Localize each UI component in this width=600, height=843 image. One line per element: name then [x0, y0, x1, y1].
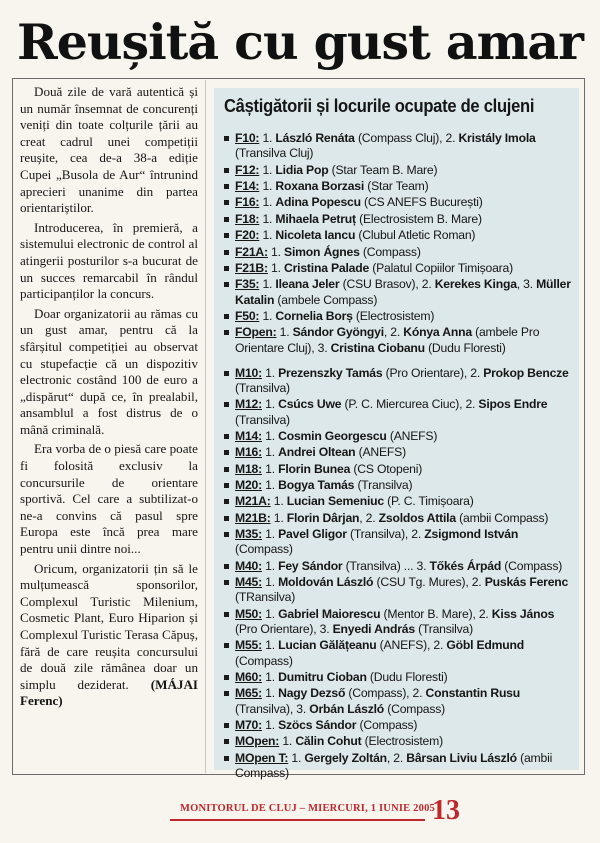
winners-list-item: [224, 607, 571, 637]
winner-name: Lucian Semeniuc: [286, 494, 384, 509]
winners-list-item: [224, 429, 571, 444]
winners-list-item: [224, 163, 571, 178]
winner-name: Pavel Gligor: [278, 527, 347, 542]
winner-name: Sipos Endre: [478, 397, 548, 412]
category-label: M21A:: [235, 494, 271, 509]
category-results: 1. Csúcs Uwe (P. C. Miercurea Ciuc), 2. Sipos Endre (Transilva): [235, 397, 548, 427]
category-results: 1. Lucian Gălățeanu (ANEFS), 2. Göbl Edmund (Compass): [235, 638, 525, 668]
winner-name: Gergely Zoltán: [304, 750, 387, 765]
winners-list-item: [224, 212, 571, 227]
winner-name: Prezenszky Tamás: [278, 365, 383, 380]
category-results: 1. Florin Dârjan, 2. Zsoldos Attila (ambii Compass): [270, 510, 549, 525]
category-results: 1. Moldován László (CSU Tg. Mures), 2. Puskás Ferenc (TRansilva): [235, 575, 569, 605]
winners-list-item: [224, 559, 571, 574]
category-label: M60:: [235, 670, 262, 685]
category-label: M21B:: [235, 510, 271, 525]
winners-list-item: [224, 718, 571, 733]
winner-name: Dumitru Cioban: [278, 670, 367, 685]
category-results: 1. Sándor Gyöngyi, 2. Kónya Anna (ambele Pro Orientare Cluj), 3. Cristina Ciobanu (Dudu Floresti): [235, 325, 540, 355]
winners-list-item: [224, 245, 571, 260]
winner-name: Nicoleta Iancu: [275, 228, 356, 243]
winner-name: Tőkés Árpád: [429, 558, 502, 573]
winner-name: Constantin Rusu: [425, 686, 521, 701]
winners-list-item: [224, 131, 571, 161]
category-label: MOpen T:: [235, 750, 289, 765]
article-paragraph: Doar organizatorii au rămas cu un gust amar, pentru că la sfârșitul competiției au observat cu stupefacție că un dispozitiv electronic costând 100 de euro a „dispărut“ după ce, în prealabil, ansamblul a fost distrus de o mână criminală.: [20, 305, 198, 437]
category-results: 1. Cristina Palade (Palatul Copiilor Timișoara): [267, 260, 513, 275]
article-paragraph: Era vorba de o piesă care poate fi folosită exclusiv la concursurile de orientare sportivă. Cel care a subtilizat-o ne-a convins că pasul spre Europa este încă prea mare pentru unii dintre noi...: [20, 441, 198, 557]
winners-list-item: [224, 261, 571, 276]
winner-name: Kerekes Kinga: [434, 277, 517, 292]
winners-list-item: [224, 494, 571, 509]
winner-name: Orbán László: [309, 701, 385, 716]
winners-box: [214, 88, 579, 780]
winner-name: Cornelia Borș: [275, 308, 353, 323]
category-results: 1. Ileana Jeler (CSU Brasov), 2. Kerekes Kinga, 3. Müller Katalin (ambele Compass): [235, 277, 571, 307]
winner-name: Moldován László: [278, 575, 374, 590]
category-results: 1. Dumitru Cioban (Dudu Floresti): [261, 670, 448, 685]
winners-list-item: [224, 575, 571, 605]
category-label: F14:: [235, 178, 260, 193]
category-results: 1. Adina Popescu (CS ANEFS București): [259, 195, 483, 210]
article-author: (MÁJAI Ferenc): [20, 676, 198, 709]
winners-list-item: [224, 397, 571, 427]
article-paragraph: [20, 561, 198, 710]
winner-name: Bogya Tamás: [278, 478, 355, 493]
winner-name: Lidia Pop: [275, 162, 329, 177]
winner-name: Zsoldos Attila: [378, 510, 456, 525]
winner-name: Cosmin Georgescu: [278, 428, 387, 443]
winner-name: Müller Katalin: [235, 277, 571, 307]
category-results: 1. Andrei Oltean (ANEFS): [261, 445, 406, 460]
winner-name: Zsigmond István: [424, 527, 519, 542]
winners-list-item: [224, 277, 571, 307]
category-label: M20:: [235, 478, 262, 493]
winners-list-item: [224, 462, 571, 477]
winner-name: Prokop Bencze: [483, 365, 569, 380]
category-results: 1. Szöcs Sándor (Compass): [261, 718, 418, 732]
category-results: 1. Florin Bunea (CS Otopeni): [261, 461, 423, 476]
category-results: 1. Cornelia Borș (Electrosistem): [259, 308, 435, 323]
page-number: 13: [432, 795, 460, 826]
category-label: M12:: [235, 397, 262, 412]
category-results: 1. Gabriel Maiorescu (Mentor B. Mare), 2. Kiss János (Pro Orientare), 3. Enyedi András (Transilva): [235, 606, 555, 637]
category-label: F21A:: [235, 244, 268, 259]
winner-name: Kónya Anna: [403, 325, 472, 340]
category-label: M35:: [235, 527, 262, 542]
category-results: 1. Roxana Borzasi (Star Team): [259, 178, 429, 193]
winner-name: Szöcs Sándor: [278, 718, 357, 732]
winner-name: Roxana Borzasi: [275, 178, 365, 193]
category-label: F50:: [235, 308, 260, 323]
category-label: M10:: [235, 365, 262, 380]
category-label: F10:: [235, 131, 260, 145]
category-label: F35:: [235, 277, 260, 292]
winner-name: Andrei Oltean: [278, 445, 356, 460]
winner-name: Sándor Gyöngyi: [292, 325, 384, 340]
winner-name: Adina Popescu: [275, 195, 361, 210]
footer-publication: MONITORUL DE CLUJ – MIERCURI, 1 IUNIE 2005: [180, 803, 435, 814]
winner-name: Mihaela Petruț: [275, 211, 356, 226]
winners-list-item: [224, 228, 571, 243]
article-paragraph: Introducerea, în premieră, a sistemului electronic de control al atingerii posturilor s-a bucurat de un succes remarcabil în rândul participanților la concurs.: [20, 219, 198, 302]
winner-name: Călin Cohut: [295, 734, 362, 749]
category-results: 1. Mihaela Petruț (Electrosistem B. Mare): [259, 211, 482, 226]
winner-name: Lucian Gălățeanu: [278, 638, 377, 653]
footer-rule: [170, 819, 425, 821]
category-results: 1. Nagy Dezső (Compass), 2. Constantin Rusu (Transilva), 3. Orbán László (Compass): [235, 686, 521, 716]
article-paragraph: Două zile de vară autentică și un număr însemnat de concurenți veniți din toate colțurile țării au creat cadrul unei competiții reușite, cea de-a 38-a ediție Cupei „Busola de Aur“ întrunind aprecieri unanime din partea orientariștilor.: [20, 84, 198, 216]
winner-name: Florin Dârjan: [286, 510, 360, 525]
category-results: 1. Simon Ágnes (Compass): [267, 244, 421, 259]
article-paragraph-text: Oricum, organizatorii țin să le mulțumească sponsorilor, Complexul Turistic Milenium, Cosmetic Plant, Euro Hiparion și Complexul Turistic Terasa Căpuș, fără de care reușita concursului de două zile rămânea doar un simplu deziderat.: [20, 560, 198, 692]
winners-list-item: [224, 478, 571, 493]
article-body: [20, 84, 198, 713]
winners-list-item: [224, 734, 571, 749]
winner-name: Cristina Ciobanu: [330, 340, 425, 355]
headline: Reușită cu gust amar: [16, 13, 583, 71]
category-label: M16:: [235, 445, 262, 460]
winners-list-item: [224, 366, 571, 396]
winner-name: Simon Ágnes: [284, 244, 360, 259]
category-results: 1. Cosmin Georgescu (ANEFS): [261, 428, 438, 443]
winner-name: Csúcs Uwe: [278, 397, 342, 412]
category-results: 1. Călin Cohut (Electrosistem): [279, 734, 443, 749]
winners-list-item: [224, 195, 571, 210]
category-label: MOpen:: [235, 734, 280, 749]
winner-name: Fey Sándor: [278, 558, 343, 573]
winner-name: László Renáta: [275, 131, 355, 145]
category-results: 1. Lucian Semeniuc (P. C. Timișoara): [270, 494, 474, 509]
category-label: F20:: [235, 228, 260, 243]
category-results: 1. László Renáta (Compass Cluj), 2. Kristály Imola (Transilva Cluj): [235, 131, 536, 161]
column-divider: [205, 80, 206, 773]
category-label: M45:: [235, 575, 262, 590]
winners-list-item: [224, 309, 571, 324]
winners-list-item: [224, 686, 571, 716]
category-label: F12:: [235, 162, 260, 177]
winner-name: Bârsan Liviu László: [406, 750, 517, 765]
winners-list-item: [224, 511, 571, 526]
category-label: M55:: [235, 638, 262, 653]
winners-list-item: [224, 670, 571, 685]
winner-name: Ileana Jeler: [275, 277, 340, 292]
category-label: F16:: [235, 195, 260, 210]
category-label: M50:: [235, 606, 262, 621]
winners-list-item: [224, 445, 571, 460]
winner-name: Cristina Palade: [284, 260, 370, 275]
category-results: 1. Nicoleta Iancu (Clubul Atletic Roman): [259, 228, 476, 243]
category-results: 1. Gergely Zoltán, 2. Bârsan Liviu László (ambii Compass): [235, 750, 553, 780]
category-results: 1. Bogya Tamás (Transilva): [261, 478, 413, 493]
category-results: 1. Pavel Gligor (Transilva), 2. Zsigmond István (Compass): [235, 527, 519, 557]
page-footer: [170, 795, 488, 826]
winner-name: Puskás Ferenc: [484, 575, 569, 590]
category-label: M40:: [235, 558, 262, 573]
winner-name: Gabriel Maiorescu: [278, 606, 381, 621]
winner-name: Florin Bunea: [278, 461, 351, 476]
category-results: 1. Fey Sándor (Transilva) ... 3. Tőkés Árpád (Compass): [261, 558, 563, 573]
winner-name: Göbl Edmund: [446, 638, 525, 653]
category-results: 1. Lidia Pop (Star Team B. Mare): [259, 162, 438, 177]
category-label: FOpen:: [235, 325, 277, 340]
winners-title: Câștigătorii și locurile ocupate de clujeni: [224, 96, 535, 116]
category-label: M65:: [235, 686, 262, 701]
winner-name: Nagy Dezső: [278, 686, 346, 701]
winners-list-item: [224, 638, 571, 668]
category-results: 1. Prezenszky Tamás (Pro Orientare), 2. Prokop Bencze (Transilva): [235, 365, 569, 395]
winners-list: [224, 131, 571, 781]
winners-list-item: [224, 751, 571, 781]
category-label: M18:: [235, 461, 262, 476]
category-label: M14:: [235, 428, 262, 443]
category-label: M70:: [235, 718, 262, 732]
winner-name: Kiss János: [491, 606, 555, 621]
winner-name: Kristály Imola: [458, 131, 536, 145]
winners-list-item: [224, 325, 571, 355]
winners-list-item: [224, 179, 571, 194]
winners-list-item: [224, 527, 571, 557]
winner-name: Enyedi András: [332, 622, 415, 637]
category-label: F21B:: [235, 260, 268, 275]
category-label: F18:: [235, 211, 260, 226]
